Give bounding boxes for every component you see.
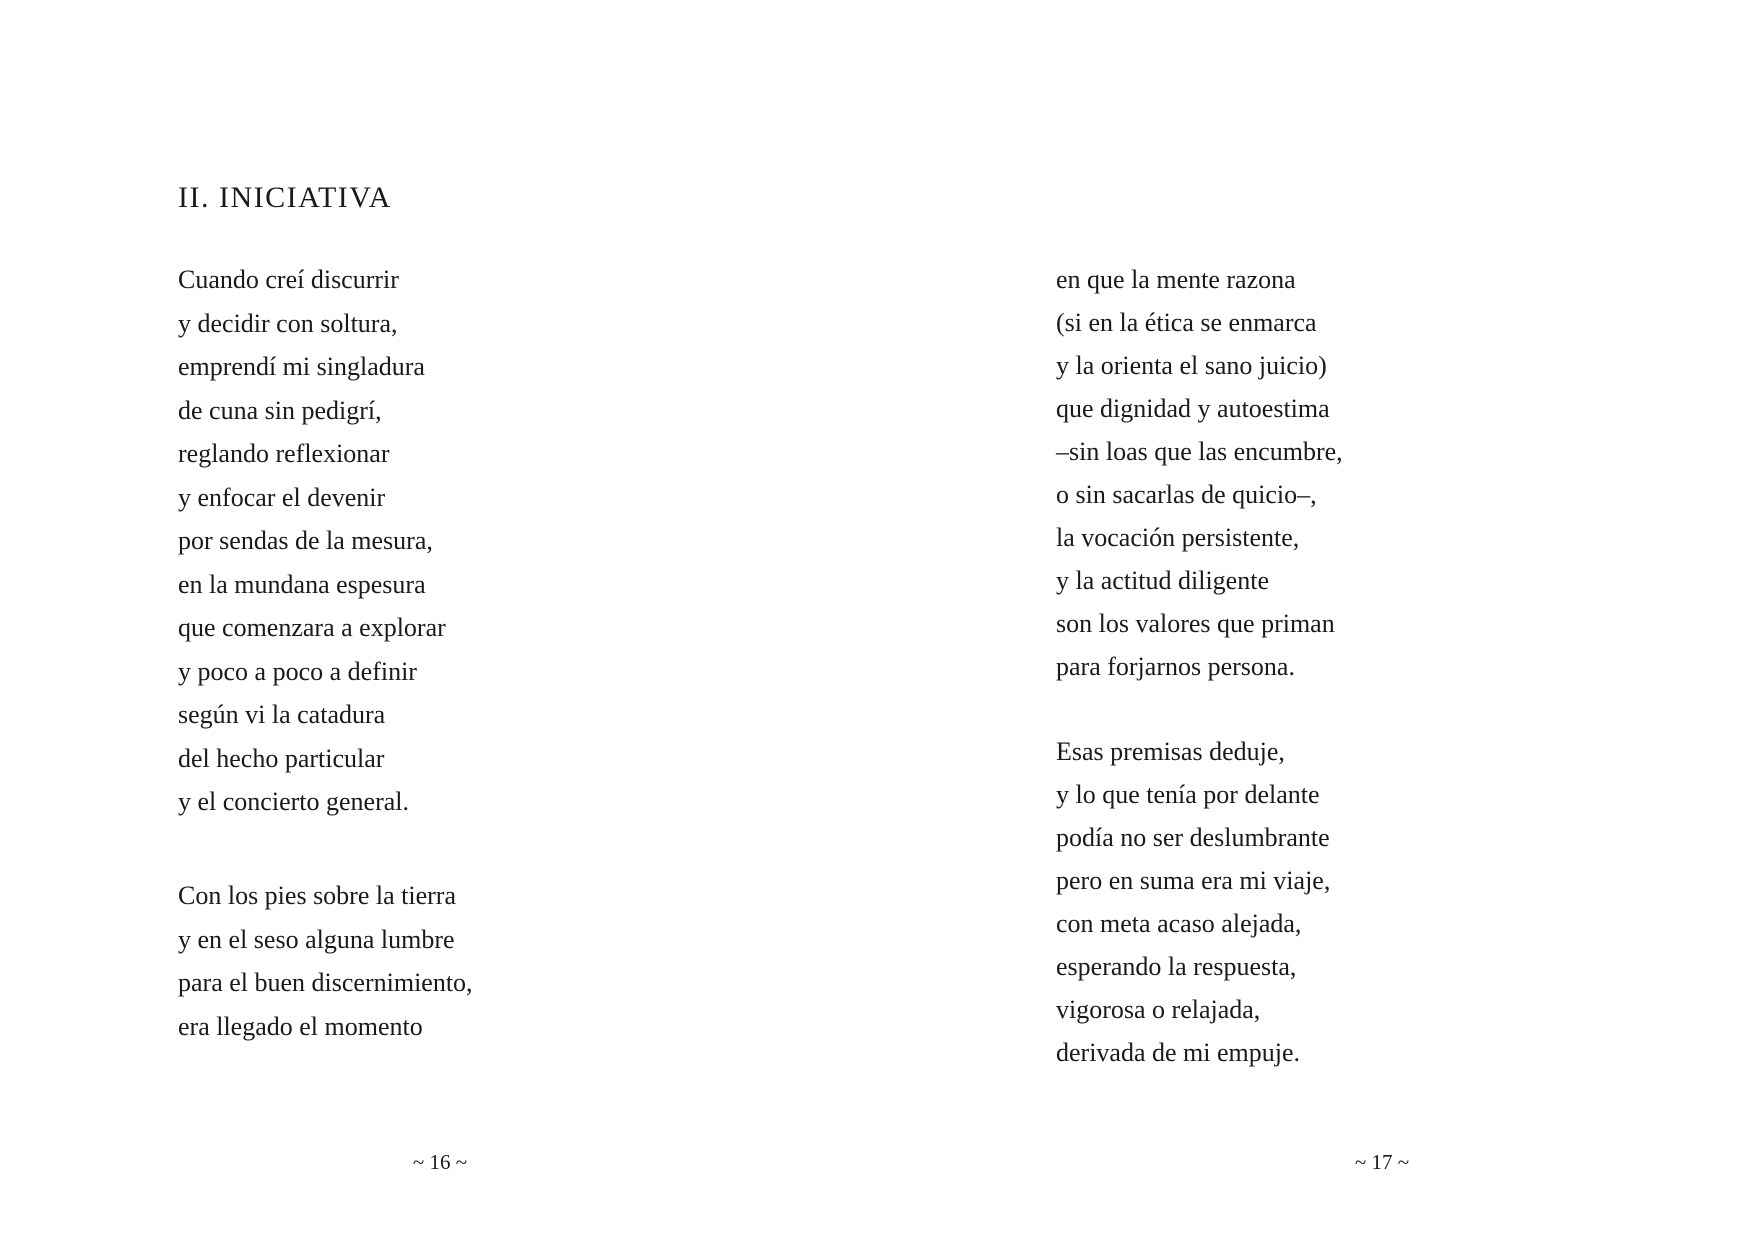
poem-line: derivada de mi empuje. — [1056, 1038, 1301, 1067]
page-number: ~ 16 ~ — [412, 1150, 468, 1174]
poem-line: Cuando creí discurrir — [178, 265, 399, 294]
poem-stanza — [1056, 258, 1343, 688]
poem-stanza — [178, 874, 473, 1048]
poem-line: en la mundana espesura — [178, 569, 426, 599]
poem-line: y poco a poco a definir — [178, 656, 417, 686]
poem-line: para forjarnos persona. — [1056, 652, 1295, 681]
poem-line: –sin loas que las encumbre, — [1056, 437, 1343, 466]
poem-line: son los valores que priman — [1056, 609, 1335, 638]
right-page — [874, 0, 1748, 1240]
poem-line: reglando reflexionar — [178, 439, 390, 468]
poem-line: de cuna sin pedigrí, — [178, 395, 382, 425]
poem-line: era llegado el momento — [178, 1011, 423, 1041]
poem-line: según vi la catadura — [178, 700, 386, 729]
poem-line: la vocación persistente, — [1056, 523, 1300, 552]
poem-line: y el concierto general. — [178, 787, 409, 816]
poem-line: Con los pies sobre la tierra — [178, 881, 456, 910]
poem-line: esperando la respuesta, — [1056, 952, 1297, 981]
poem-line: y lo que tenía por delante — [1056, 780, 1320, 809]
poem-line: vigorosa o relajada, — [1056, 995, 1261, 1024]
poem-stanza — [178, 258, 446, 824]
poem-line: para el buen discernimiento, — [178, 968, 473, 997]
poem-line: podía no ser deslumbrante — [1056, 823, 1330, 852]
poem-line: y la orienta el sano juicio) — [1056, 351, 1327, 380]
poem-line: y decidir con soltura, — [178, 308, 398, 338]
chapter-title: II. INICIATIVA — [178, 181, 392, 214]
poem-line: que dignidad y autoestima — [1056, 394, 1330, 423]
poem-line: con meta acaso alejada, — [1056, 909, 1302, 938]
poem-line: que comenzara a explorar — [178, 613, 446, 642]
poem-stanza — [1056, 730, 1330, 1074]
poem-line: y la actitud diligente — [1056, 566, 1269, 595]
page-number: ~ 17 ~ — [1354, 1150, 1410, 1174]
poem-line: en que la mente razona — [1056, 265, 1296, 294]
poem-line: (si en la ética se enmarca — [1056, 308, 1317, 337]
poem-line: del hecho particular — [178, 743, 385, 773]
poem-line: pero en suma era mi viaje, — [1056, 866, 1331, 895]
poem-line: o sin sacarlas de quicio–, — [1056, 480, 1317, 509]
poem-line: y enfocar el devenir — [178, 482, 386, 512]
poem-line: emprendí mi singladura — [178, 352, 425, 381]
poem-line: por sendas de la mesura, — [178, 526, 433, 555]
poem-line: Esas premisas deduje, — [1056, 737, 1285, 766]
poem-line: y en el seso alguna lumbre — [178, 924, 455, 954]
